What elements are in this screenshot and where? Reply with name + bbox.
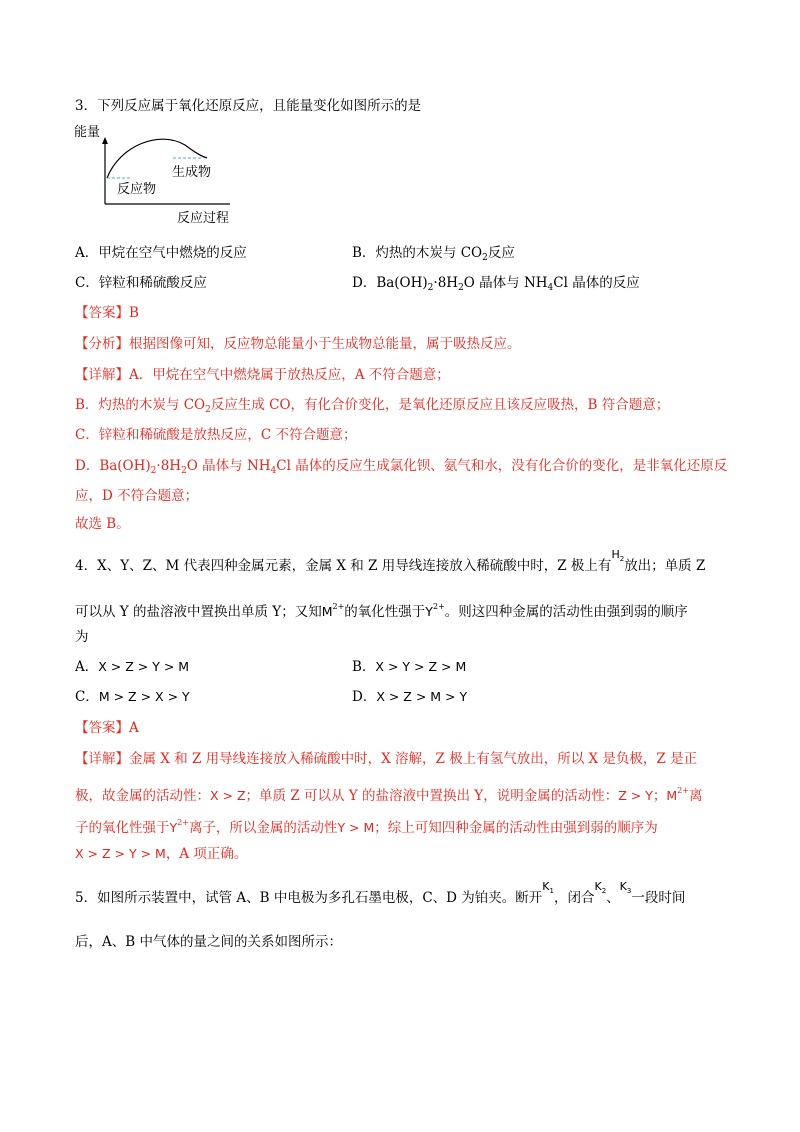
q4-option-c: C．M > Z > X > Y <box>75 689 190 705</box>
q3-analysis: 【分析】根据图像可知，反应物总能量小于生成物总能量，属于吸热反应。 <box>75 336 521 352</box>
q4-option-a: A．X > Z > Y > M <box>75 659 190 675</box>
q3-detail-1: 【详解】A．甲烷在空气中燃烧属于放热反应，A 不符合题意； <box>75 367 450 383</box>
q3-option-a: A．甲烷在空气中燃烧的反应 <box>75 245 247 261</box>
q3-answer: 【答案】B <box>75 305 139 321</box>
q3-detail-4: D．$Ba(OH)_2\cdot 8H_2O$ 晶体与 $NH_4Cl$ 晶体的反应生成氯化钡、氨气和水，没有化合价的变化，是非氧化还原反 <box>75 458 728 476</box>
q4-stem-1: 4．X、Y、Z、M 代表四种金属元素，金属 X 和 Z 用导线连接放入稀硫酸中时，Z 极上有$^{H_2}$放出；单质 Z <box>75 548 706 574</box>
q3-detail-5: 应，D 不符合题意； <box>75 488 199 504</box>
q3-option-b: B．灼热的木炭与 $CO_2$反应 <box>352 245 515 263</box>
q3-option-c: C．锌粒和稀硫酸反应 <box>75 275 207 291</box>
y-axis-arrow <box>102 137 108 144</box>
q3-stem: 3．下列反应属于氧化还原反应，且能量变化如图所示的是 <box>75 98 422 114</box>
energy-diagram <box>70 120 270 230</box>
q5-stem-2: 后，A、B 中气体的量之间的关系如图所示： <box>75 934 342 950</box>
q4-option-b: B．X > Y > Z > M <box>352 659 467 675</box>
energy-axis-label: 能量 <box>74 125 101 140</box>
product-label: 生成物 <box>172 165 212 180</box>
process-axis-label: 反应过程 <box>177 211 230 226</box>
reactant-label: 反应物 <box>117 182 157 197</box>
q3-detail-3: C．锌粒和稀硫酸是放热反应，C 不符合题意； <box>75 427 357 443</box>
q4-answer: 【答案】A <box>75 720 139 736</box>
q4-detail-2: 极，故金属的活动性：X > Z；单质 Z 可以从 Y 的盐溶液中置换出 Y，说明金属的活动性：Z > Y；$M^{2+}$离 <box>75 786 703 804</box>
q4-option-d: D．X > Z > M > Y <box>352 689 468 705</box>
q4-detail-4: X > Z > Y > M，A 项正确。 <box>75 846 248 862</box>
q4-stem-3: 为 <box>75 629 89 645</box>
q3-option-d: D．$Ba(OH)_2\cdot 8H_2O$ 晶体与 $NH_4Cl$ 晶体的反应 <box>352 275 640 293</box>
q4-stem-2: 可以从 Y 的盐溶液中置换出单质 Y；又知$M^{2+}$的氧化性强于$Y^{2+}$。则这四种金属的活动性由强到弱的顺序 <box>75 602 688 620</box>
q5-stem-1: 5．如图所示装置中，试管 A、B 中电极为多孔石墨电极，C、D 为铂夹。断开$^{K_1}$，闭合$^{K_2}$、$^{K_3}$一段时间 <box>75 880 686 906</box>
q4-detail-1: 【详解】金属 X 和 Z 用导线连接放入稀硫酸中时，X 溶解，Z 极上有氢气放出，所以 X 是负极，Z 是正 <box>75 751 698 767</box>
q4-detail-3: 子的氧化性强于$Y^{2+}$离子，所以金属的活动性Y > M；综上可知四种金属的活动性由强到弱的顺序为 <box>75 818 658 836</box>
q3-detail-2: B．灼热的木炭与 $CO_2$反应生成 CO，有化合价变化，是氧化还原反应且该反应吸热，B 符合题意； <box>75 397 670 415</box>
q3-detail-6: 故选 B。 <box>75 516 130 532</box>
